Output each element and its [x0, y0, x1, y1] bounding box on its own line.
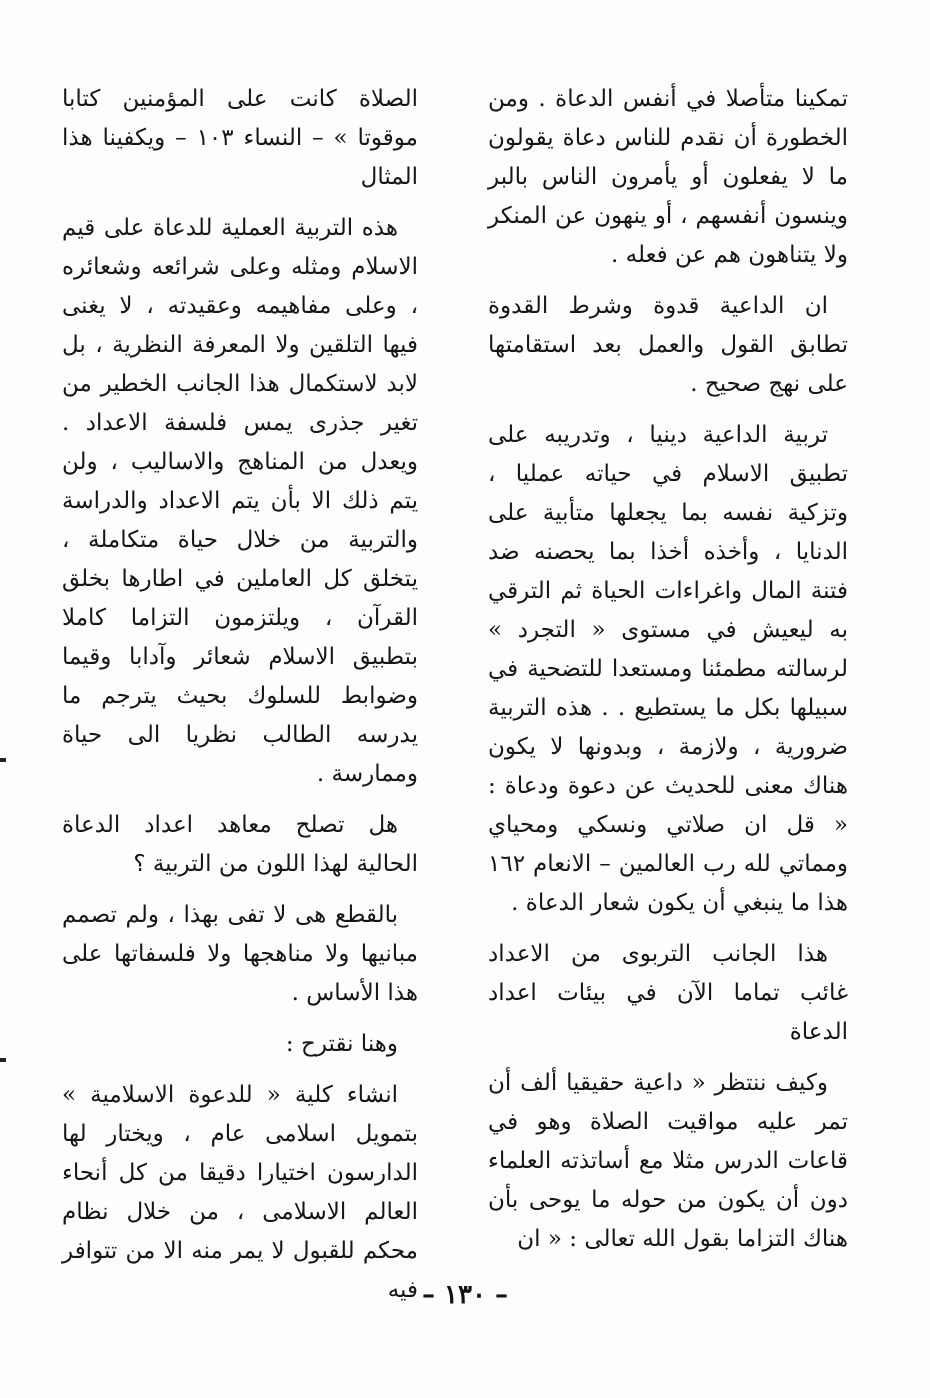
right-text-column [488, 80, 848, 1271]
paragraph: هذه التربية العملية للدعاة على قيم الاسلام ومثله وعلى شرائعه وشعائره ، وعلى مفاهيمه وعقيدته ، لا يغنى فيها التلقين ولا المعرفة النظرية ، بل لابد لاستكمال هذا الجانب الخطير من تغير جذرى يمس فلسفة الاعداد . ويعدل من المناهج والاساليب ، ولن يتم ذلك الا بأن يتم الاعداد والدراسة والتربية من خلال حياة متكاملة ، يتخلق كل العاملين في اطارها بخلق القرآن ، ويلتزمون التزاما كاملا بتطبيق الاسلام شعائر وآدابا وقيما وضوابط للسلوك بحيث يترجم ما يدرسه الطالب نظريا الى حياة وممارسة . [62, 215, 418, 787]
paragraph: وهنا نقترح : [285, 1031, 398, 1057]
paragraph: بالقطع هى لا تفى بهذا ، ولم تصمم مبانيها ولا مناهجها ولا فلسفاتها على هذا الأساس . [62, 902, 418, 1006]
paragraph: انشاء كلية « للدعوة الاسلامية » بتمويل اسلامى عام ، ويختار لها الدارسون اختيارا دقيقا من كل أنحاء العالم الاسلامى ، من خلال نظام محكم للقبول لا يمر منه الا من تتوافر فيه [62, 1082, 418, 1303]
paragraph: ان الداعية قدوة وشرط القدوة تطابق القول والعمل بعد استقامتها على نهج صحيح . [488, 293, 848, 397]
paragraph: تمكينا متأصلا في أنفس الدعاة . ومن الخطورة أن نقدم للناس دعاة يقولون ما لا يفعلون أو يأمرون الناس بالبر وينسون أنفسهم ، أو ينهون عن المنكر ولا يتناهون هم عن فعله . [488, 86, 848, 268]
paragraph: تربية الداعية دينيا ، وتدريبه على تطبيق الاسلام في حياته عمليا ، وتزكية نفسه بما يجعلها متأبية على الدنايا ، وأخذه أخذا بما يحصنه ضد فتنة المال واغراءات الحياة ثم الترقي به ليعيش في مستوى « التجرد » لرسالته مطمئنا ومستعدا للتضحية في سبيلها بكل ما يستطيع . . هذه التربية ضرورية ، ولازمة ، وبدونها لا يكون هناك معنى للحديث عن دعوة ودعاة : « قل ان صلاتي ونسكي ومحياي ومماتي لله رب العالمين – الانعام ١٦٢ هذا ما ينبغي أن يكون شعار الدعاة . [488, 422, 848, 916]
left-text-column [62, 80, 418, 1322]
paragraph: هل تصلح معاهد اعداد الدعاة الحالية لهذا اللون من التربية ؟ [62, 812, 418, 877]
paragraph: الصلاة كانت على المؤمنين كتابا موقوتا » – النساء ١٠٣ – ويكفينا هذا المثال [62, 86, 419, 190]
paragraph: هذا الجانب التربوى من الاعداد غائب تماما الآن في بيئات اعداد الدعاة [488, 941, 848, 1045]
binding-mark [0, 758, 6, 762]
binding-mark [0, 1058, 6, 1062]
page-number: – ١٣٠ – [421, 1280, 509, 1310]
paragraph: وكيف ننتظر « داعية حقيقيا ألف أن تمر عليه مواقيت الصلاة وهو في قاعات الدرس مثلا مع أساتذته العلماء دون أن يكون من حوله ما يوحى بأن هناك التزاما بقول الله تعالى : « ان [488, 1070, 848, 1252]
